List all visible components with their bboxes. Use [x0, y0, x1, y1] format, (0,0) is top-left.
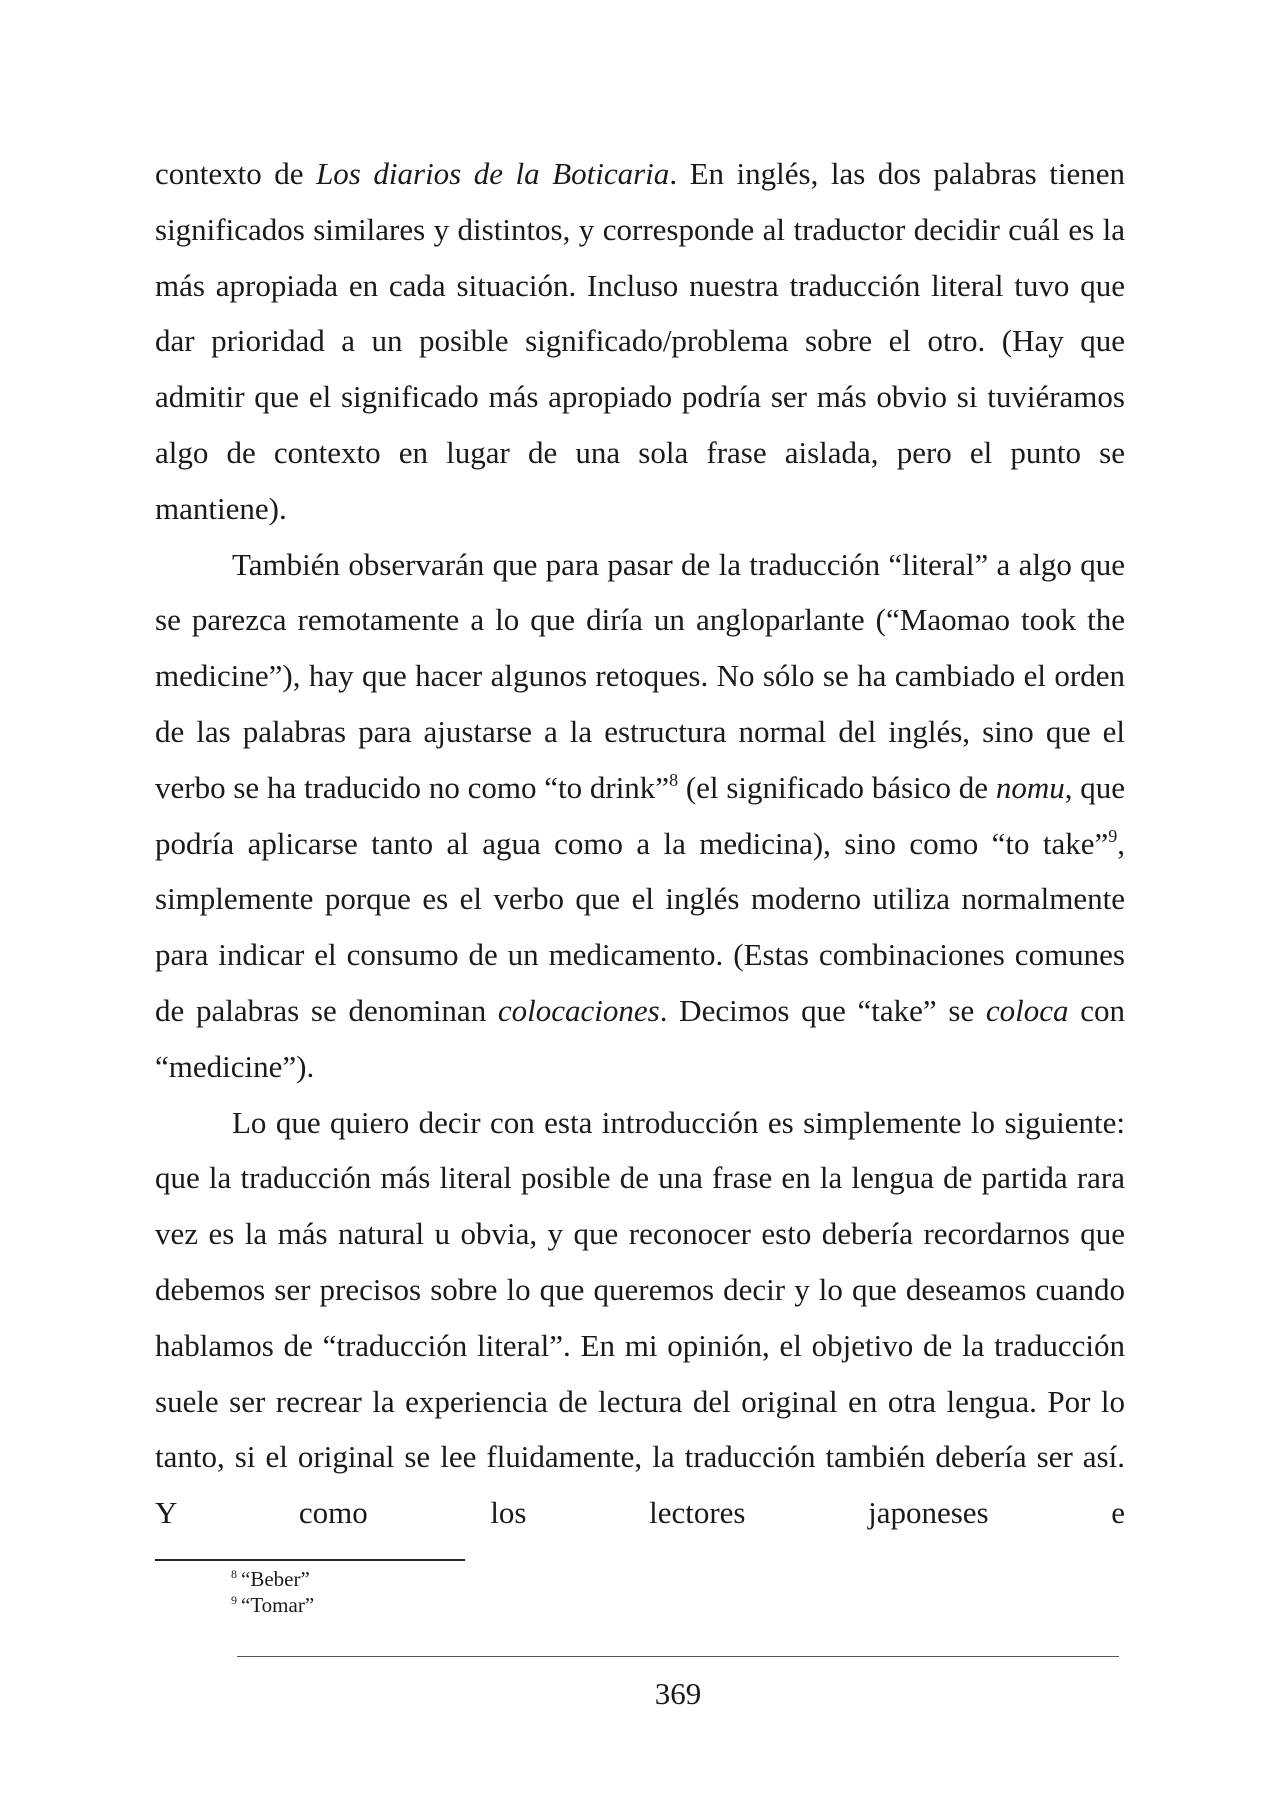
text-run: Lo que quiero decir con esta introducción es simplemente lo siguiente: que la traducción más literal posible de una frase en la lengua de partida rara vez es la más natural u obvia, y que reconocer esto debería recordarnos que debemos ser precisos sobre lo que queremos decir y lo que deseamos cuando hablamos de “traducción literal”. En mi opinión, el objetivo de la traducción suele ser recrear la experiencia de lectura del original en otra lengua. Por lo tanto, si el original se lee fluidamente, la traducción también debería ser así. Y como los lectores japoneses e — [155, 1104, 1125, 1531]
paragraph-1 — [155, 146, 1125, 537]
paragraph-3 — [155, 1095, 1125, 1541]
italic-text: colocaciones — [497, 992, 660, 1028]
text-run: (el significado básico de — [678, 769, 996, 805]
text-run: , que podría aplicarse tanto al agua como a la medicina), sino como “to take” — [155, 769, 1125, 861]
italic-text: nomu — [995, 769, 1065, 805]
footnotes — [231, 1566, 314, 1618]
footnote-number: 8 — [231, 1567, 237, 1581]
paragraph-2 — [155, 537, 1125, 1095]
text-run: . En inglés, las dos palabras tienen significados similares y distintos, y corresponde al traductor decidir cuál es la más apropiada en cada situación. Incluso nuestra traducción literal tuvo que dar prioridad a un posible significado/problema sobre el otro. (Hay que admitir que el significado más apropiado podría ser más obvio si tuviéramos algo de contexto en lugar de una sola frase aislada, pero el punto se mantiene). — [155, 156, 1125, 526]
text-run: También observarán que para pasar de la traducción “literal” a algo que se parezca remotamente a lo que diría un angloparlante (“Maomao took the medicine”), hay que hacer algunos retoques. No sólo se ha cambiado el orden de las palabras para ajustarse a la estructura normal del inglés, sino que el verbo se ha traducido no como “to drink” — [155, 546, 1125, 805]
body-text — [155, 146, 1125, 1541]
footnote-text: “Tomar” — [241, 1593, 315, 1617]
italic-text: Los diarios de la Boticaria — [316, 156, 670, 191]
text-run: . Decimos que “take” se — [659, 992, 986, 1028]
footnote-reference: 9 — [1108, 825, 1118, 846]
footer-rule — [237, 1656, 1119, 1657]
footnote-8 — [231, 1566, 314, 1592]
text-run: , simplemente porque es el verbo que el inglés moderno utiliza normalmente para indicar el consumo de un medicamento. (Estas combinaciones comunes de palabras se denominan — [155, 825, 1125, 1028]
text-run: con “medicine”). — [155, 992, 1126, 1084]
italic-text: coloca — [985, 992, 1069, 1028]
footnote-9 — [231, 1592, 314, 1618]
footnote-number: 9 — [231, 1593, 237, 1607]
footnote-reference: 8 — [669, 769, 679, 790]
text-run: contexto de — [155, 156, 317, 191]
page-number: 369 — [654, 1676, 702, 1711]
footnote-text: “Beber” — [241, 1567, 310, 1591]
footnote-separator — [155, 1559, 465, 1561]
